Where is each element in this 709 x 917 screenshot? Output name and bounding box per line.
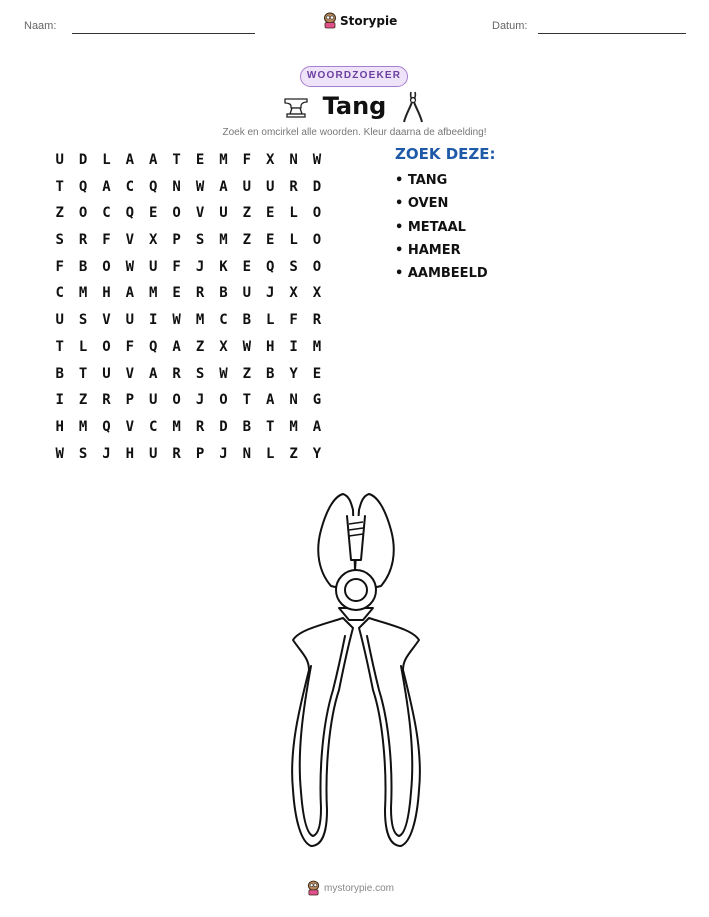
grid-letter[interactable]: H xyxy=(265,338,275,355)
grid-letter[interactable]: A xyxy=(102,178,111,195)
storypie-logo-icon xyxy=(307,880,320,896)
grid-letter[interactable]: U xyxy=(102,365,111,382)
grid-letter[interactable]: Q xyxy=(78,178,88,195)
grid-letter[interactable]: M xyxy=(78,285,88,302)
grid-letter[interactable]: P xyxy=(195,445,205,462)
grid-letter[interactable]: B xyxy=(219,285,228,302)
word-search-grid[interactable] xyxy=(48,147,329,467)
grid-letter[interactable]: N xyxy=(172,178,181,195)
grid-letter[interactable]: N xyxy=(289,152,298,168)
grid-letter[interactable]: Z xyxy=(242,365,252,382)
grid-letter[interactable]: H xyxy=(102,285,111,302)
grid-letter[interactable]: R xyxy=(172,365,181,382)
pliers-illustration[interactable] xyxy=(281,490,431,852)
grid-letter[interactable]: L xyxy=(289,232,298,249)
date-label: Datum: xyxy=(492,20,528,32)
worksheet-type-badge: WOORDZOEKER xyxy=(300,66,408,87)
grid-letter[interactable]: O xyxy=(172,392,181,409)
word-list-item: • AAMBEELD xyxy=(395,266,488,282)
grid-letter[interactable]: E xyxy=(195,152,205,168)
grid-letter[interactable]: M xyxy=(219,232,228,249)
grid-letter[interactable]: U xyxy=(149,258,158,275)
grid-letter[interactable]: L xyxy=(265,445,275,462)
grid-letter[interactable]: Z xyxy=(78,392,88,409)
grid-letter[interactable]: V xyxy=(125,365,135,382)
grid-row xyxy=(48,307,329,334)
grid-letter[interactable]: N xyxy=(289,392,298,409)
grid-letter[interactable]: S xyxy=(195,232,205,249)
grid-letter[interactable]: L xyxy=(289,205,298,222)
grid-row xyxy=(48,254,329,281)
grid-letter[interactable]: N xyxy=(242,445,252,462)
grid-letter[interactable]: C xyxy=(102,205,111,222)
grid-row xyxy=(48,387,329,414)
grid-letter[interactable]: W xyxy=(125,258,135,275)
grid-row xyxy=(48,147,329,174)
grid-letter[interactable]: B xyxy=(265,365,275,382)
grid-letter[interactable]: O xyxy=(102,338,111,355)
page-title: Tang xyxy=(322,92,387,120)
grid-row xyxy=(48,280,329,307)
grid-row xyxy=(48,200,329,227)
grid-letter[interactable]: V xyxy=(102,312,111,329)
grid-letter[interactable]: I xyxy=(289,338,298,355)
grid-letter[interactable]: P xyxy=(172,232,181,249)
grid-letter[interactable]: W xyxy=(55,445,64,462)
footer-site: mystorypie.com xyxy=(324,882,395,894)
grid-letter[interactable]: M xyxy=(289,418,298,435)
grid-letter[interactable]: F xyxy=(55,258,64,275)
grid-letter[interactable]: I xyxy=(149,312,158,329)
grid-row xyxy=(48,174,329,201)
grid-letter[interactable]: Q xyxy=(149,178,158,195)
grid-letter[interactable]: R xyxy=(195,285,205,302)
grid-letter[interactable]: I xyxy=(55,392,64,409)
grid-letter[interactable]: L xyxy=(265,312,275,329)
word-list-item: • METAAL xyxy=(395,219,466,235)
grid-letter[interactable]: V xyxy=(125,418,135,435)
grid-letter[interactable]: J xyxy=(265,285,275,302)
name-label: Naam: xyxy=(24,20,57,32)
grid-letter[interactable]: X xyxy=(289,285,298,302)
grid-letter[interactable]: D xyxy=(78,152,88,168)
grid-row xyxy=(48,227,329,254)
footer xyxy=(307,880,394,896)
word-list xyxy=(395,172,488,288)
grid-letter[interactable]: F xyxy=(242,152,252,168)
grid-letter[interactable]: Q xyxy=(149,338,158,355)
grid-letter[interactable]: W xyxy=(242,338,252,355)
grid-letter[interactable]: U xyxy=(149,445,158,462)
grid-letter[interactable]: T xyxy=(242,392,252,409)
word-list-item: • TANG xyxy=(395,173,448,188)
word-list-item: • HAMER xyxy=(395,242,461,258)
grid-letter[interactable]: V xyxy=(125,232,135,249)
grid-letter[interactable]: K xyxy=(219,258,228,275)
grid-letter[interactable]: C xyxy=(149,418,158,435)
grid-row xyxy=(48,361,329,388)
grid-letter[interactable]: U xyxy=(219,205,228,222)
grid-letter[interactable]: Q xyxy=(125,205,135,222)
grid-letter[interactable]: M xyxy=(195,312,205,329)
grid-letter[interactable]: E xyxy=(172,285,181,302)
grid-letter[interactable]: T xyxy=(265,418,275,435)
grid-letter[interactable]: S xyxy=(78,312,88,329)
grid-letter[interactable]: R xyxy=(289,178,298,195)
grid-letter[interactable]: O xyxy=(312,258,322,275)
grid-row xyxy=(48,414,329,441)
grid-letter[interactable]: W xyxy=(312,152,322,168)
grid-letter[interactable]: A xyxy=(265,392,275,409)
brand-name: Storypie xyxy=(340,13,398,28)
grid-letter[interactable]: U xyxy=(125,312,135,329)
grid-letter[interactable]: B xyxy=(242,418,252,435)
grid-letter[interactable]: M xyxy=(78,418,88,435)
grid-letter[interactable]: E xyxy=(149,205,158,222)
grid-letter[interactable]: U xyxy=(265,178,275,195)
grid-letter[interactable]: X xyxy=(312,285,322,302)
grid-letter[interactable]: Q xyxy=(265,258,275,275)
grid-letter[interactable]: O xyxy=(312,232,322,249)
grid-letter[interactable]: J xyxy=(195,392,205,409)
grid-letter[interactable]: F xyxy=(289,312,298,329)
grid-letter[interactable]: E xyxy=(265,205,275,222)
grid-letter[interactable]: F xyxy=(102,232,111,249)
grid-letter[interactable]: R xyxy=(78,232,88,249)
grid-letter[interactable]: Z xyxy=(289,445,298,462)
grid-letter[interactable]: A xyxy=(312,418,322,435)
grid-letter[interactable]: T xyxy=(172,152,181,168)
grid-letter[interactable]: A xyxy=(125,152,135,168)
grid-letter[interactable]: S xyxy=(78,445,88,462)
grid-letter[interactable]: Y xyxy=(312,445,322,462)
word-list-title: ZOEK DEZE: xyxy=(395,145,496,163)
grid-letter[interactable]: R xyxy=(195,418,205,435)
grid-letter[interactable]: U xyxy=(149,392,158,409)
grid-letter[interactable]: X xyxy=(265,152,275,168)
grid-letter[interactable]: W xyxy=(219,365,228,382)
grid-letter[interactable]: D xyxy=(219,418,228,435)
grid-letter[interactable]: L xyxy=(102,152,111,168)
grid-letter[interactable]: O xyxy=(312,205,322,222)
grid-letter[interactable]: Y xyxy=(289,365,298,382)
grid-letter[interactable]: T xyxy=(55,338,64,355)
grid-letter[interactable]: J xyxy=(219,445,228,462)
grid-letter[interactable]: P xyxy=(125,392,135,409)
grid-letter[interactable]: B xyxy=(78,258,88,275)
grid-letter[interactable]: Z xyxy=(242,205,252,222)
grid-letter[interactable]: O xyxy=(219,392,228,409)
grid-letter[interactable]: J xyxy=(102,445,111,462)
grid-letter[interactable]: O xyxy=(172,205,181,222)
grid-letter[interactable]: X xyxy=(219,338,228,355)
grid-letter[interactable]: S xyxy=(55,232,64,249)
grid-letter[interactable]: W xyxy=(195,178,205,195)
word-list-item: • OVEN xyxy=(395,196,449,212)
grid-letter[interactable]: C xyxy=(55,285,64,302)
grid-letter[interactable]: A xyxy=(149,152,158,168)
grid-row xyxy=(48,334,329,361)
grid-letter[interactable]: T xyxy=(55,178,64,195)
grid-letter[interactable]: S xyxy=(195,365,205,382)
tongs-icon xyxy=(402,90,424,124)
grid-letter[interactable]: M xyxy=(312,338,322,355)
grid-letter[interactable]: M xyxy=(172,418,181,435)
grid-letter[interactable]: X xyxy=(149,232,158,249)
grid-letter[interactable]: Z xyxy=(195,338,205,355)
storypie-logo-icon xyxy=(323,12,337,29)
date-line[interactable] xyxy=(538,33,686,34)
grid-letter[interactable]: E xyxy=(312,365,322,382)
grid-letter[interactable]: F xyxy=(172,258,181,275)
grid-letter[interactable]: H xyxy=(125,445,135,462)
grid-letter[interactable]: U xyxy=(242,178,252,195)
name-line[interactable] xyxy=(72,33,255,34)
grid-letter[interactable]: M xyxy=(219,152,228,168)
grid-letter[interactable]: O xyxy=(102,258,111,275)
grid-letter[interactable]: V xyxy=(195,205,205,222)
grid-letter[interactable]: T xyxy=(78,365,88,382)
grid-letter[interactable]: R xyxy=(102,392,111,409)
grid-letter[interactable]: J xyxy=(195,258,205,275)
grid-letter[interactable]: A xyxy=(172,338,181,355)
grid-letter[interactable]: M xyxy=(149,285,158,302)
grid-letter[interactable]: R xyxy=(172,445,181,462)
grid-letter[interactable]: C xyxy=(125,178,135,195)
grid-letter[interactable]: F xyxy=(125,338,135,355)
grid-letter[interactable]: Z xyxy=(55,205,64,222)
grid-letter[interactable]: U xyxy=(55,312,64,329)
grid-letter[interactable]: L xyxy=(78,338,88,355)
grid-letter[interactable]: W xyxy=(172,312,181,329)
grid-letter[interactable]: D xyxy=(312,178,322,195)
grid-letter[interactable]: E xyxy=(242,258,252,275)
grid-letter[interactable]: G xyxy=(312,392,322,409)
grid-letter[interactable]: R xyxy=(312,312,322,329)
instructions: Zoek en omcirkel alle woorden. Kleur daarna de afbeelding! xyxy=(222,127,487,138)
grid-letter[interactable]: U xyxy=(242,285,252,302)
grid-letter[interactable]: S xyxy=(289,258,298,275)
grid-letter[interactable]: A xyxy=(219,178,228,195)
grid-letter[interactable]: E xyxy=(265,232,275,249)
grid-letter[interactable]: Q xyxy=(102,418,111,435)
grid-letter[interactable]: Z xyxy=(242,232,252,249)
brand-logo xyxy=(323,12,397,29)
grid-letter[interactable]: O xyxy=(78,205,88,222)
grid-row xyxy=(48,441,329,468)
grid-letter[interactable]: C xyxy=(219,312,228,329)
grid-letter[interactable]: U xyxy=(55,152,64,168)
grid-letter[interactable]: H xyxy=(55,418,64,435)
grid-letter[interactable]: A xyxy=(125,285,135,302)
grid-letter[interactable]: A xyxy=(149,365,158,382)
grid-letter[interactable]: B xyxy=(55,365,64,382)
grid-letter[interactable]: B xyxy=(242,312,252,329)
